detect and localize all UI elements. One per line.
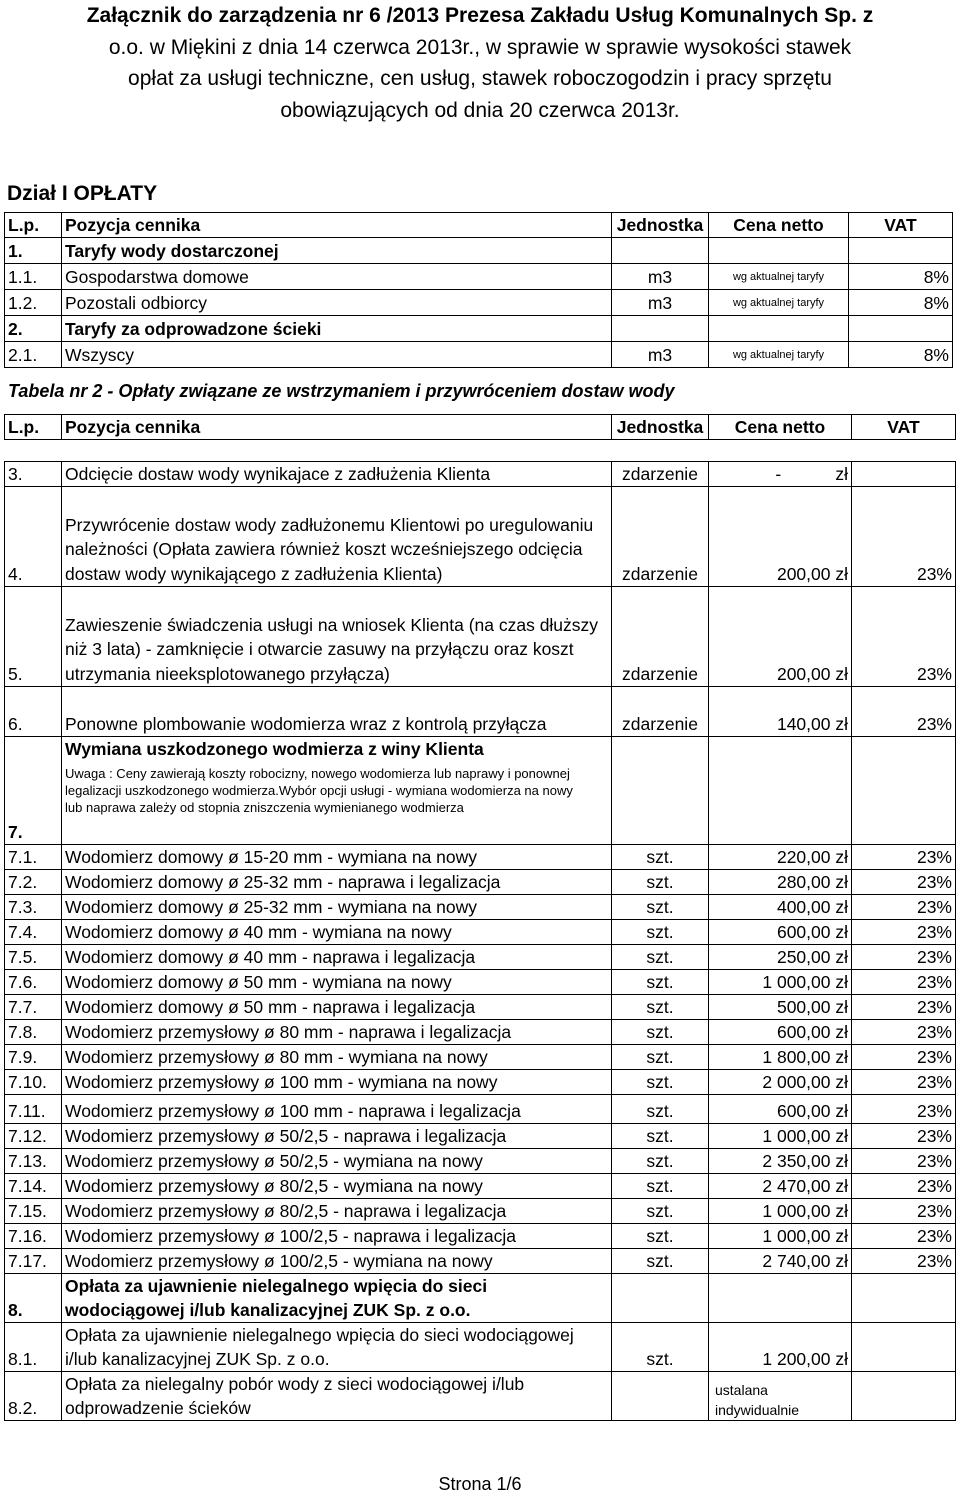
row-vat: 23% bbox=[852, 870, 956, 895]
row-price: 2 740,00 zł bbox=[709, 1249, 852, 1274]
table-row bbox=[5, 487, 956, 587]
row-vat: 23% bbox=[852, 487, 956, 587]
title-line-1: Załącznik do zarządzenia nr 6 /2013 Prezesa Zakładu Usług Komunalnych Sp. z bbox=[86, 4, 874, 27]
row-unit: szt. bbox=[612, 1249, 709, 1274]
tariff-table bbox=[4, 212, 953, 368]
row-lp: 7.15. bbox=[5, 1199, 62, 1224]
table-header-row bbox=[5, 415, 956, 440]
row-price: wg aktualnej taryfy bbox=[709, 290, 849, 316]
spacer-cell bbox=[612, 440, 709, 462]
price-currency: zł bbox=[835, 464, 848, 484]
header-item: Pozycja cennika bbox=[62, 213, 612, 238]
row-price: 1 000,00 zł bbox=[709, 1224, 852, 1249]
row-lp: 7.14. bbox=[5, 1174, 62, 1199]
table-row bbox=[5, 687, 956, 737]
row-vat: 23% bbox=[852, 1149, 956, 1174]
row-lp: 7.10. bbox=[5, 1070, 62, 1095]
row-vat: 8% bbox=[849, 290, 953, 316]
table-row bbox=[5, 995, 956, 1020]
row-vat: 23% bbox=[852, 687, 956, 737]
table-row bbox=[5, 342, 953, 368]
row-unit bbox=[612, 1274, 709, 1323]
row-item: Wodomierz przemysłowy ø 50/2,5 - naprawa i legalizacja bbox=[62, 1124, 612, 1149]
row-price bbox=[709, 1274, 852, 1323]
row-price: wg aktualnej taryfy bbox=[709, 264, 849, 290]
row-unit: zdarzenie bbox=[612, 487, 709, 587]
row-vat: 23% bbox=[852, 845, 956, 870]
row-price: 600,00 zł bbox=[709, 1095, 852, 1124]
table-row bbox=[5, 895, 956, 920]
row-vat: 23% bbox=[852, 1249, 956, 1274]
row-price: 1 000,00 zł bbox=[709, 970, 852, 995]
row-vat: 23% bbox=[852, 895, 956, 920]
row-vat bbox=[852, 1274, 956, 1323]
spacer-cell bbox=[62, 440, 612, 462]
row-unit: szt. bbox=[612, 1149, 709, 1174]
row-item: Wodomierz domowy ø 25-32 mm - wymiana na nowy bbox=[62, 895, 612, 920]
row-unit bbox=[612, 238, 709, 264]
price-dash: - bbox=[775, 464, 782, 484]
header-vat: VAT bbox=[852, 415, 956, 440]
row-item: Zawieszenie świadczenia usługi na wniosek Klienta (na czas dłuższy niż 3 lata) - zamknięcie i otwarcie zasuwy na przyłączu oraz koszt utrzymania nieeksplotowanego przyłącza) bbox=[62, 587, 612, 687]
row-lp: 8. bbox=[5, 1274, 62, 1323]
row-item: Wodomierz przemysłowy ø 80/2,5 - wymiana na nowy bbox=[62, 1174, 612, 1199]
spacer-cell bbox=[709, 440, 852, 462]
row-lp: 6. bbox=[5, 687, 62, 737]
row-vat bbox=[852, 1372, 956, 1421]
row-lp: 1.1. bbox=[5, 264, 62, 290]
row-vat: 23% bbox=[852, 587, 956, 687]
table-row bbox=[5, 1020, 956, 1045]
table-row bbox=[5, 1199, 956, 1224]
row-lp: 7. bbox=[5, 737, 62, 845]
row-lp: 7.5. bbox=[5, 945, 62, 970]
table-row bbox=[5, 1149, 956, 1174]
table-row bbox=[5, 945, 956, 970]
row-item: Wodomierz przemysłowy ø 100 mm - wymiana na nowy bbox=[62, 1070, 612, 1095]
row-unit: zdarzenie bbox=[612, 687, 709, 737]
document-title bbox=[0, 0, 960, 126]
row-price: 1 200,00 zł bbox=[709, 1323, 852, 1372]
row-price: 600,00 zł bbox=[709, 1020, 852, 1045]
title-line-4: obowiązujących od dnia 20 czerwca 2013r. bbox=[280, 98, 680, 122]
table-row bbox=[5, 870, 956, 895]
row-lp: 7.7. bbox=[5, 995, 62, 1020]
row-item: Wodomierz przemysłowy ø 80/2,5 - naprawa i legalizacja bbox=[62, 1199, 612, 1224]
row-item: Wodomierz domowy ø 25-32 mm - naprawa i legalizacja bbox=[62, 870, 612, 895]
row-lp: 7.9. bbox=[5, 1045, 62, 1070]
row-unit: m3 bbox=[612, 342, 709, 368]
row-vat: 23% bbox=[852, 1070, 956, 1095]
table-row-item7 bbox=[5, 737, 956, 845]
row-item bbox=[62, 737, 612, 845]
header-unit: Jednostka bbox=[612, 415, 709, 440]
row-vat: 23% bbox=[852, 1095, 956, 1124]
row-lp: 8.2. bbox=[5, 1372, 62, 1421]
row-vat bbox=[852, 737, 956, 845]
row-lp: 3. bbox=[5, 462, 62, 487]
header-vat: VAT bbox=[849, 213, 953, 238]
row-unit: szt. bbox=[612, 1045, 709, 1070]
item7-note: Uwaga : Ceny zawierają koszty robocizny, nowego wodomierza lub naprawy i ponownej legalizacji uszkodzonego wodmierza.Wybór opcji usługi - wymiana wodomierza na nowy lub naprawa zależy od stopnia zniszczenia wymienianego wodmierza bbox=[65, 766, 573, 815]
row-unit: szt. bbox=[612, 1020, 709, 1045]
table-row bbox=[5, 462, 956, 487]
row-item: Wodomierz domowy ø 50 mm - wymiana na nowy bbox=[62, 970, 612, 995]
title-line-3: opłat za usługi techniczne, cen usług, stawek roboczogodzin i pracy sprzętu bbox=[128, 67, 832, 90]
row-item: Opłata za ujawnienie nielegalnego wpięcia do sieci wodociągowej i/lub kanalizacyjnej ZUK Sp. z o.o. bbox=[62, 1323, 612, 1372]
row-price: 1 000,00 zł bbox=[709, 1199, 852, 1224]
row-item: Gospodarstwa domowe bbox=[62, 264, 612, 290]
row-price: 600,00 zł bbox=[709, 920, 852, 945]
table-row bbox=[5, 1224, 956, 1249]
table-row bbox=[5, 845, 956, 870]
row-price: 1 000,00 zł bbox=[709, 1124, 852, 1149]
title-line-2: o.o. w Miękini z dnia 14 czerwca 2013r., w sprawie w sprawie wysokości stawek bbox=[108, 35, 852, 59]
row-item: Wodomierz domowy ø 40 mm - wymiana na nowy bbox=[62, 920, 612, 945]
row-item: Opłata za ujawnienie nielegalnego wpięcia do sieci wodociągowej i/lub kanalizacyjnej ZUK Sp. z o.o. bbox=[62, 1274, 612, 1323]
row-price: 140,00 zł bbox=[709, 687, 852, 737]
row-price: wg aktualnej taryfy bbox=[709, 342, 849, 368]
table-row bbox=[5, 1372, 956, 1421]
row-price: 200,00 zł bbox=[709, 587, 852, 687]
row-unit bbox=[612, 737, 709, 845]
row-lp: 7.11. bbox=[5, 1095, 62, 1124]
row-lp: 7.17. bbox=[5, 1249, 62, 1274]
row-price: ustalana indywidualnie bbox=[709, 1372, 852, 1421]
header-unit: Jednostka bbox=[612, 213, 709, 238]
row-price: 200,00 zł bbox=[709, 487, 852, 587]
row-vat: 23% bbox=[852, 1124, 956, 1149]
row-unit: szt. bbox=[612, 920, 709, 945]
table-row bbox=[5, 920, 956, 945]
row-lp: 7.12. bbox=[5, 1124, 62, 1149]
row-price bbox=[709, 462, 852, 487]
table-row bbox=[5, 1045, 956, 1070]
row-unit: szt. bbox=[612, 1199, 709, 1224]
row-lp: 1. bbox=[5, 238, 62, 264]
row-unit: szt. bbox=[612, 970, 709, 995]
row-lp: 2. bbox=[5, 316, 62, 342]
row-item: Wodomierz przemysłowy ø 80 mm - wymiana na nowy bbox=[62, 1045, 612, 1070]
row-lp: 7.1. bbox=[5, 845, 62, 870]
page-number: Strona 1/6 bbox=[438, 1474, 522, 1494]
row-unit: zdarzenie bbox=[612, 587, 709, 687]
row-price: 500,00 zł bbox=[709, 995, 852, 1020]
row-item: Wodomierz domowy ø 15-20 mm - wymiana na nowy bbox=[62, 845, 612, 870]
row-lp: 7.3. bbox=[5, 895, 62, 920]
row-vat: 8% bbox=[849, 264, 953, 290]
table-row bbox=[5, 587, 956, 687]
row-price: 1 800,00 zł bbox=[709, 1045, 852, 1070]
row-price bbox=[709, 737, 852, 845]
row-item: Pozostali odbiorcy bbox=[62, 290, 612, 316]
fees-table bbox=[4, 414, 956, 1421]
table-row bbox=[5, 1095, 956, 1124]
header-lp: L.p. bbox=[5, 213, 62, 238]
row-item: Wodomierz domowy ø 40 mm - naprawa i legalizacja bbox=[62, 945, 612, 970]
row-price: 2 470,00 zł bbox=[709, 1174, 852, 1199]
row-unit bbox=[612, 316, 709, 342]
row-price: 2 350,00 zł bbox=[709, 1149, 852, 1174]
row-item: Opłata za nielegalny pobór wody z sieci wodociągowej i/lub odprowadzenie ścieków bbox=[62, 1372, 612, 1421]
table-header-row bbox=[5, 213, 953, 238]
row-item: Wodomierz przemysłowy ø 100 mm - naprawa i legalizacja bbox=[62, 1095, 612, 1124]
row-unit: szt. bbox=[612, 1095, 709, 1124]
row-vat: 23% bbox=[852, 1020, 956, 1045]
row-vat: 23% bbox=[852, 970, 956, 995]
row-unit: szt. bbox=[612, 895, 709, 920]
row-vat bbox=[849, 316, 953, 342]
row-vat bbox=[852, 1323, 956, 1372]
row-unit: szt. bbox=[612, 870, 709, 895]
spacer-cell bbox=[5, 440, 62, 462]
row-unit: m3 bbox=[612, 290, 709, 316]
table-row bbox=[5, 1323, 956, 1372]
row-price bbox=[709, 238, 849, 264]
row-price bbox=[709, 316, 849, 342]
table2-caption: Tabela nr 2 - Opłaty związane ze wstrzymaniem i przywróceniem dostaw wody bbox=[8, 381, 675, 401]
table-row bbox=[5, 1249, 956, 1274]
row-item: Wodomierz domowy ø 50 mm - naprawa i legalizacja bbox=[62, 995, 612, 1020]
spacer-cell bbox=[852, 440, 956, 462]
row-unit: szt. bbox=[612, 1174, 709, 1199]
row-unit: szt. bbox=[612, 1224, 709, 1249]
row-price: 280,00 zł bbox=[709, 870, 852, 895]
row-lp: 4. bbox=[5, 487, 62, 587]
table-row bbox=[5, 264, 953, 290]
table-row bbox=[5, 316, 953, 342]
row-unit bbox=[612, 1372, 709, 1421]
row-lp: 7.8. bbox=[5, 1020, 62, 1045]
row-item: Wodomierz przemysłowy ø 100/2,5 - wymiana na nowy bbox=[62, 1249, 612, 1274]
row-price: 400,00 zł bbox=[709, 895, 852, 920]
row-lp: 7.13. bbox=[5, 1149, 62, 1174]
row-unit: szt. bbox=[612, 995, 709, 1020]
row-unit: szt. bbox=[612, 845, 709, 870]
row-unit: szt. bbox=[612, 1124, 709, 1149]
row-lp: 7.2. bbox=[5, 870, 62, 895]
row-vat: 23% bbox=[852, 1199, 956, 1224]
table-row bbox=[5, 238, 953, 264]
row-item: Wodomierz przemysłowy ø 50/2,5 - wymiana na nowy bbox=[62, 1149, 612, 1174]
item7-title: Wymiana uszkodzonego wodmierza z winy Klienta bbox=[65, 739, 484, 759]
row-vat: 23% bbox=[852, 1174, 956, 1199]
row-item: Przywrócenie dostaw wody zadłużonemu Klientowi po uregulowaniu należności (Opłata zawiera również koszt wcześniejszego odcięcia dostaw wody wynikającego z zadłużenia Klienta) bbox=[62, 487, 612, 587]
row-vat: 23% bbox=[852, 945, 956, 970]
row-vat: 23% bbox=[852, 920, 956, 945]
row-lp: 1.2. bbox=[5, 290, 62, 316]
row-item: Ponowne plombowanie wodomierza wraz z kontrolą przyłącza bbox=[62, 687, 612, 737]
row-item: Wodomierz przemysłowy ø 80 mm - naprawa i legalizacja bbox=[62, 1020, 612, 1045]
row-vat: 23% bbox=[852, 995, 956, 1020]
row-item: Taryfy wody dostarczonej bbox=[62, 238, 612, 264]
row-unit: szt. bbox=[612, 1070, 709, 1095]
table-row bbox=[5, 970, 956, 995]
table-row bbox=[5, 1070, 956, 1095]
row-lp: 2.1. bbox=[5, 342, 62, 368]
table-row bbox=[5, 1174, 956, 1199]
row-item: Wodomierz przemysłowy ø 100/2,5 - naprawa i legalizacja bbox=[62, 1224, 612, 1249]
header-item: Pozycja cennika bbox=[62, 415, 612, 440]
row-vat: 8% bbox=[849, 342, 953, 368]
row-lp: 8.1. bbox=[5, 1323, 62, 1372]
row-lp: 7.4. bbox=[5, 920, 62, 945]
row-price: 220,00 zł bbox=[709, 845, 852, 870]
row-unit: szt. bbox=[612, 1323, 709, 1372]
row-unit: szt. bbox=[612, 945, 709, 970]
row-vat: 23% bbox=[852, 1224, 956, 1249]
row-unit: zdarzenie bbox=[612, 462, 709, 487]
header-lp: L.p. bbox=[5, 415, 62, 440]
row-lp: 7.6. bbox=[5, 970, 62, 995]
table-row bbox=[5, 1274, 956, 1323]
row-vat bbox=[852, 462, 956, 487]
row-vat: 23% bbox=[852, 1045, 956, 1070]
row-lp: 7.16. bbox=[5, 1224, 62, 1249]
row-price: 2 000,00 zł bbox=[709, 1070, 852, 1095]
header-price: Cena netto bbox=[709, 415, 852, 440]
row-unit: m3 bbox=[612, 264, 709, 290]
row-lp: 5. bbox=[5, 587, 62, 687]
row-item: Taryfy za odprowadzone ścieki bbox=[62, 316, 612, 342]
table-row bbox=[5, 290, 953, 316]
row-item: Odcięcie dostaw wody wynikajace z zadłużenia Klienta bbox=[62, 462, 612, 487]
header-price: Cena netto bbox=[709, 213, 849, 238]
row-price: 250,00 zł bbox=[709, 945, 852, 970]
spacer-row bbox=[5, 440, 956, 462]
row-vat bbox=[849, 238, 953, 264]
section-title: Dział I OPŁATY bbox=[7, 182, 158, 205]
row-item: Wszyscy bbox=[62, 342, 612, 368]
table-row bbox=[5, 1124, 956, 1149]
